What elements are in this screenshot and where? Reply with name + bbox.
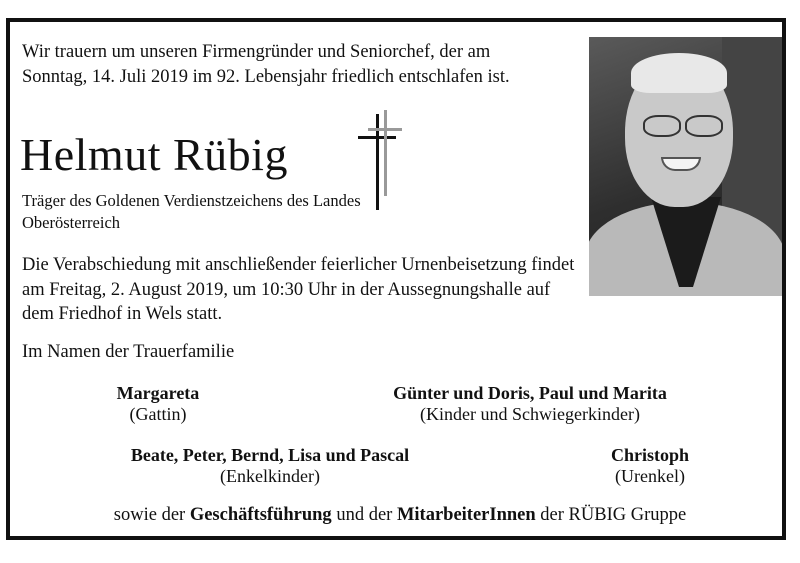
mourner-relation: (Urenkel) <box>615 466 685 486</box>
award-text: Träger des Goldenen Verdienstzeichens des Landes Oberösterreich <box>22 191 361 232</box>
footer-group-staff: MitarbeiterInnen <box>396 505 536 525</box>
family-label: Im Namen der Trauerfamilie <box>22 342 235 362</box>
footer-group-management: Geschäftsführung <box>189 505 332 525</box>
mourner-relation: (Enkelkinder) <box>220 466 320 486</box>
portrait-photo <box>589 37 782 296</box>
mourner-names: Beate, Peter, Bernd, Lisa und Pascal <box>130 445 410 465</box>
mourner-names: Günter und Doris, Paul und Marita <box>393 383 667 403</box>
footer-middle: und der <box>336 505 393 525</box>
mourner-relation: (Gattin) <box>129 404 187 424</box>
footer-line <box>0 505 800 526</box>
mourner-names: Christoph <box>610 445 690 465</box>
footer-prefix: sowie der <box>113 505 186 525</box>
mourner-block <box>88 383 228 425</box>
mourner-names: Margareta <box>116 383 200 403</box>
mourner-relation: (Kinder und Schwiegerkinder) <box>420 404 640 424</box>
ceremony-text: Die Verabschiedung mit anschließender feierlicher Urnenbeisetzung findet am Freitag, 2. August 2019, um 10:30 Uhr in der Aussegnungshalle auf dem Friedhof in Wels statt. <box>22 255 575 324</box>
footer-suffix: der RÜBIG Gruppe <box>540 505 687 525</box>
mourner-block <box>585 445 715 487</box>
mourner-block <box>360 383 700 425</box>
deceased-name: Helmut Rübig <box>20 129 288 180</box>
mourner-block <box>95 445 445 487</box>
intro-text: Wir trauern um unseren Firmengründer und Seniorchef, der am Sonntag, 14. Juli 2019 im 92. Lebensjahr friedlich entschlafen ist. <box>22 42 510 87</box>
